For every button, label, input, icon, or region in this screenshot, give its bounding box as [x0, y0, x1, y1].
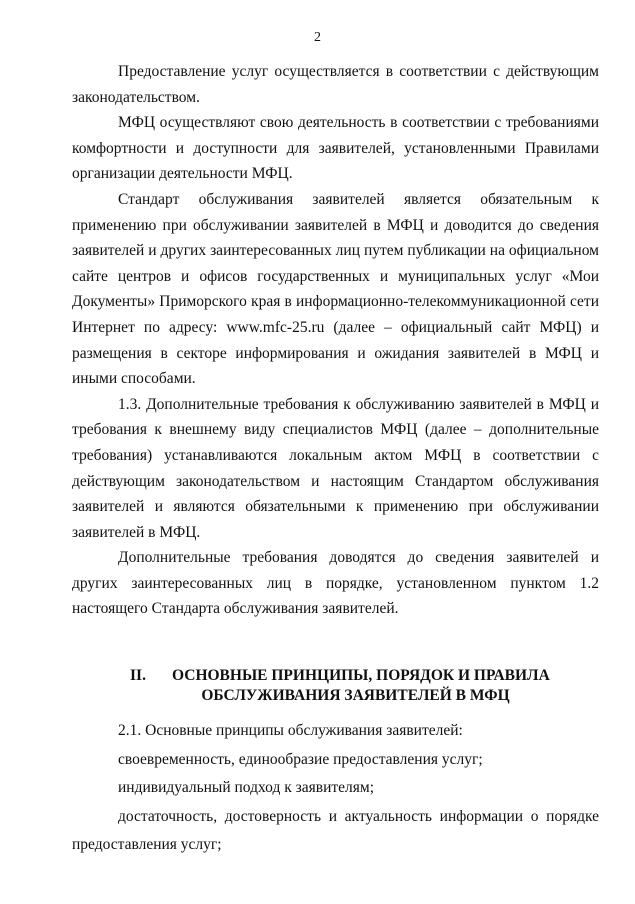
principles-list [72, 717, 599, 860]
paragraph: 1.3. Дополнительные требования к обслуживанию заявителей в МФЦ и требования к внешнему виду специалистов МФЦ (далее – дополнительные требования) устанавливаются локальным актом МФЦ в соответствии с действующим законодательством и настоящим Стандартом обслуживания заявителей и являются обязательными к применению при обслуживании заявителей в МФЦ. [72, 395, 599, 541]
list-item: 2.1. Основные принципы обслуживания заявителей: [118, 722, 463, 739]
section-heading [72, 666, 599, 706]
paragraph: Стандарт обслуживания заявителей является обязательным к применению при обслуживании заявителей в МФЦ и доводится до сведения заявителей и других заинтересованных лиц путем публикации на официальном сайте центров и офисов государственных и муниципальных услуг «Мои Документы» Приморского края в информационно-телекоммуникационной сети Интернет по адресу: www.mfc-25.ru (далее – официальный сайт МФЦ) и размещения в секторе информирования и ожидания заявителей в МФЦ и иными способами. [72, 190, 599, 388]
list-item: индивидуальный подход к заявителям; [118, 779, 375, 796]
paragraph: Дополнительные требования доводятся до сведения заявителей и других заинтересованных лиц в порядке, установленном пунктом 1.2 настоящего Стандарта обслуживания заявителей. [72, 549, 599, 618]
body-text [72, 59, 599, 622]
list-item: своевременность, единообразие предоставления услуг; [118, 750, 483, 768]
section-title-line1: ОСНОВНЫЕ ПРИНЦИПЫ, ПОРЯДОК И ПРАВИЛА [172, 667, 550, 684]
paragraph: МФЦ осуществляют свою деятельность в соответствии с требованиями комфортности и доступности для заявителей, установленными Правилами организации деятельности МФЦ. [72, 114, 599, 183]
paragraph: Предоставление услуг осуществляется в соответствии с действующим законодательством. [72, 63, 599, 106]
section-number: II. [130, 667, 146, 684]
page-number: 2 [314, 30, 321, 45]
section-title-line2: ОБСЛУЖИВАНИЯ ЗАЯВИТЕЛЕЙ В МФЦ [201, 687, 510, 704]
list-item: достаточность, достоверность и актуальность информации о порядке предоставления услуг; [72, 807, 599, 853]
